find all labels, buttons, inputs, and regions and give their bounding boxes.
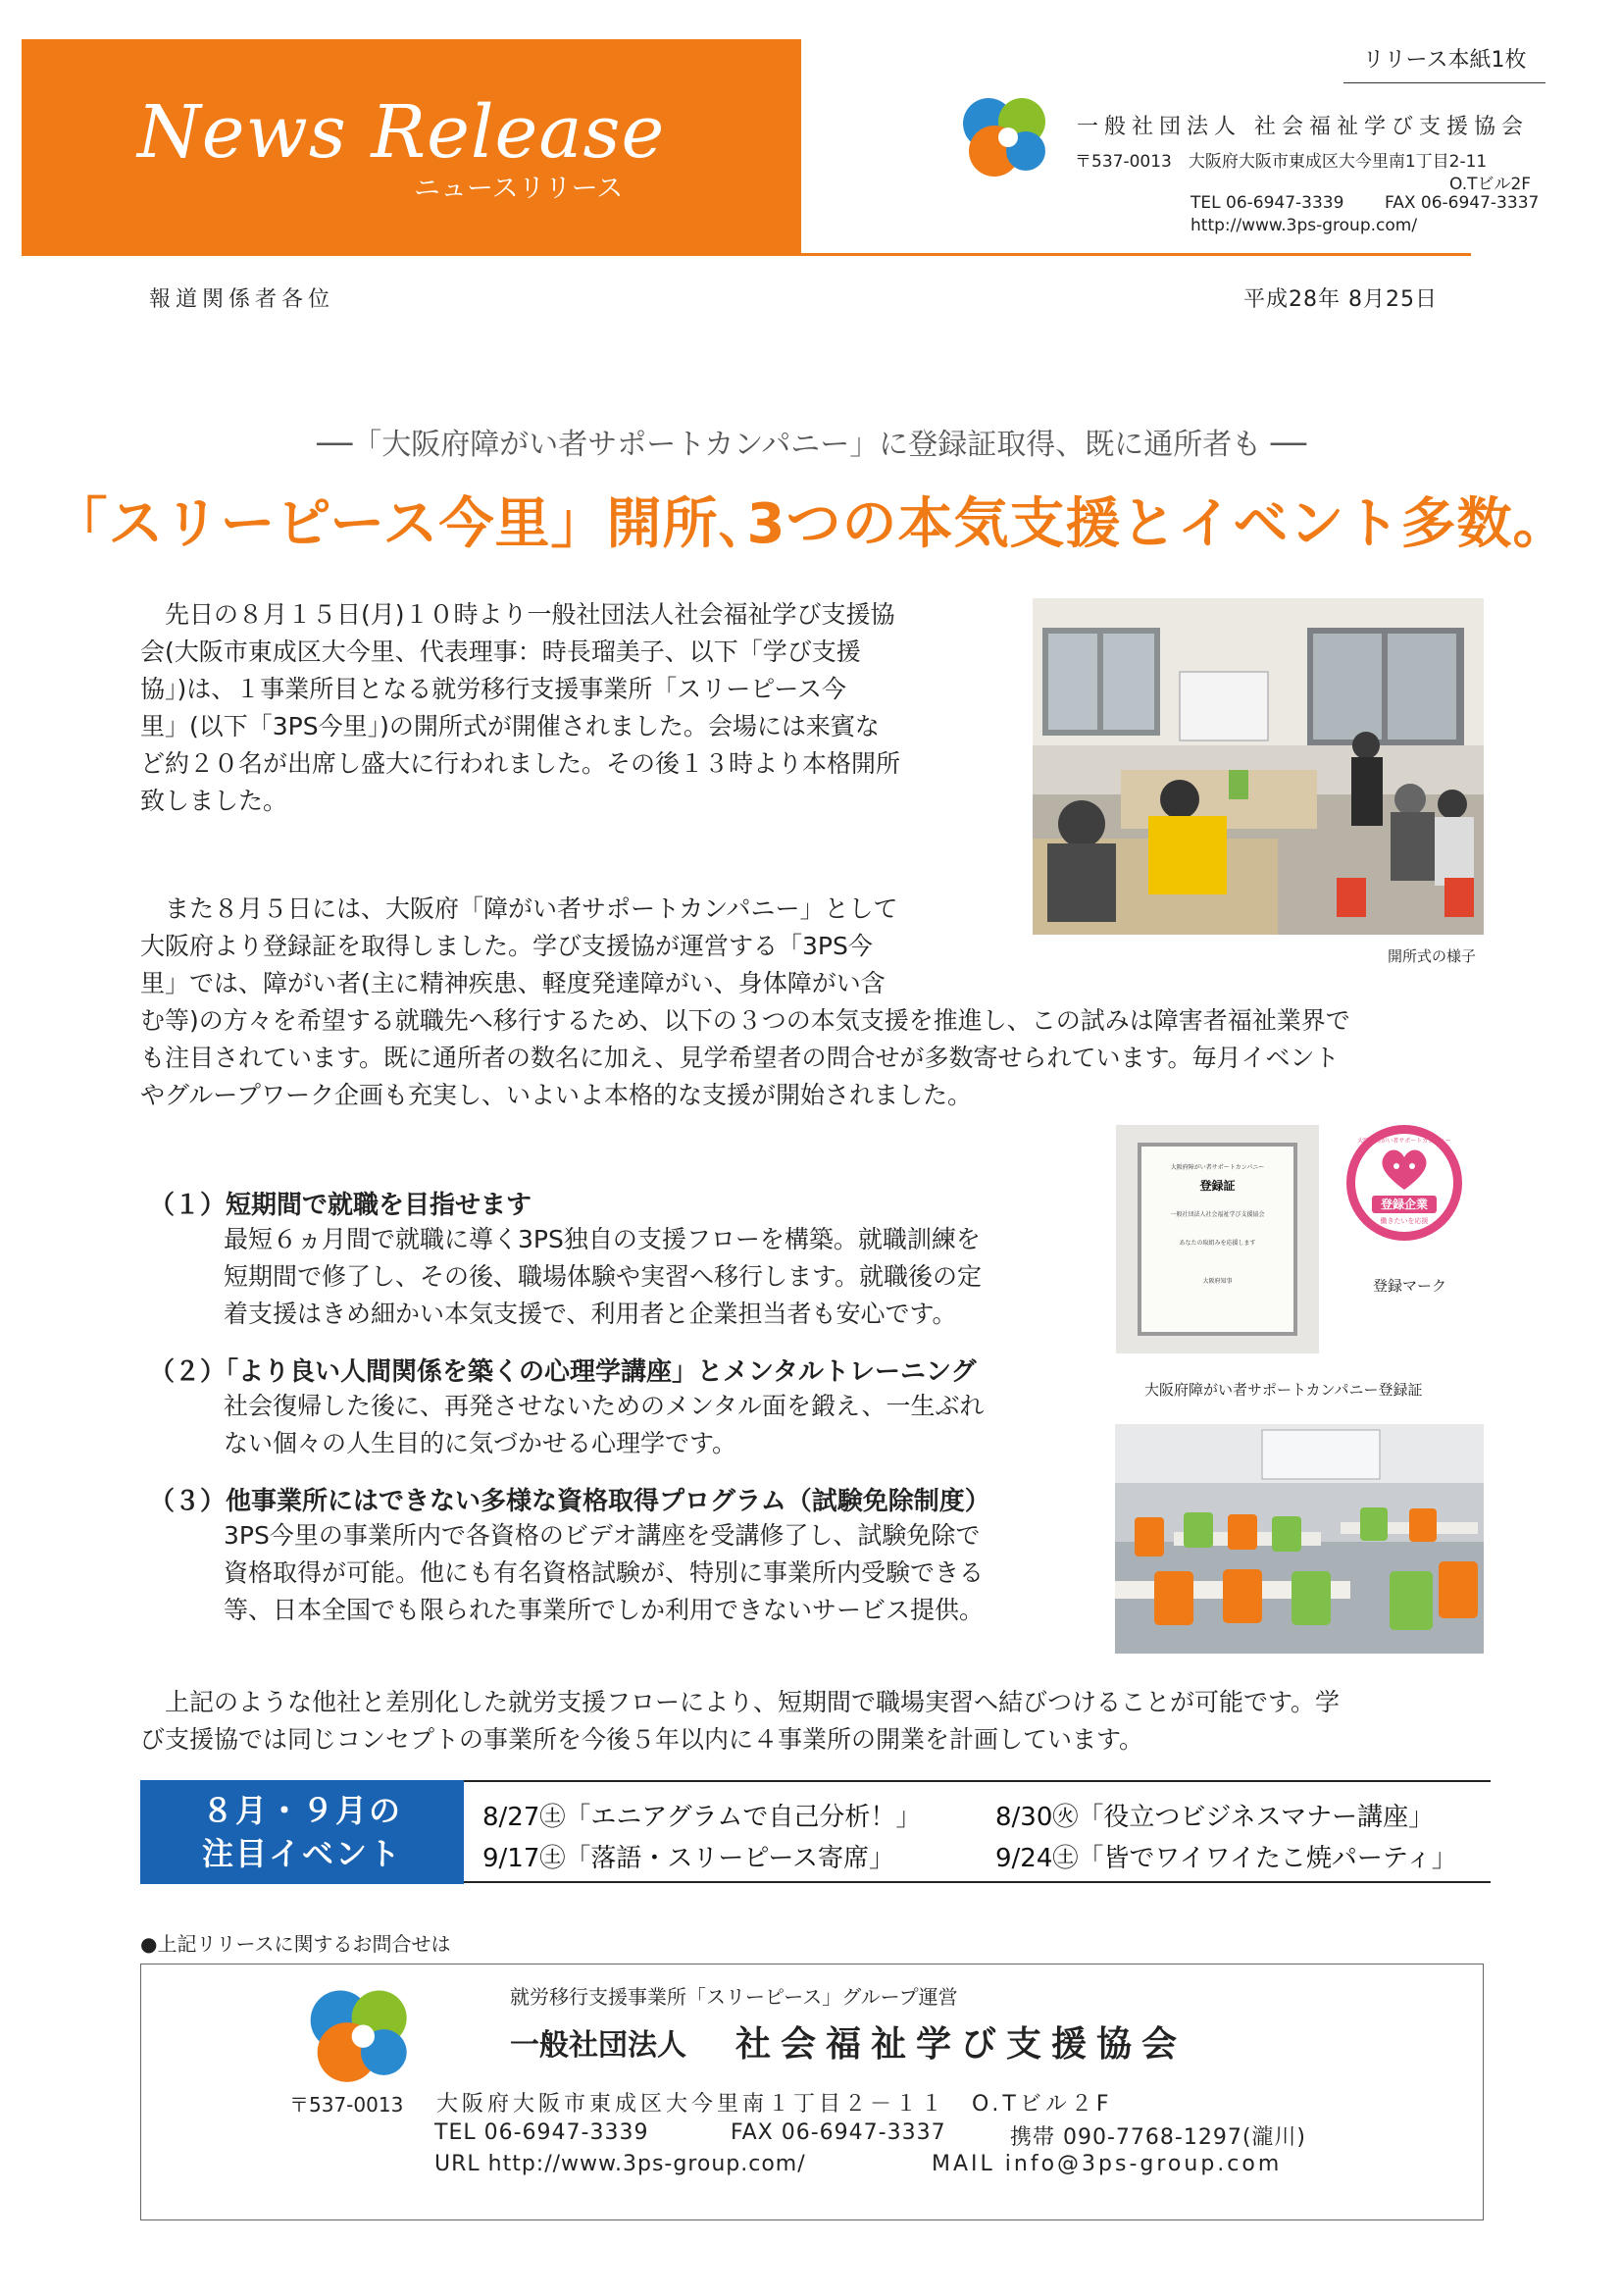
text-line: ど約２０名が出席し盛大に行われました。その後１３時より本格開所 xyxy=(140,749,901,778)
certificate-line: 一般社団法人社会福祉学び支援協会 xyxy=(1170,1211,1265,1218)
events-heading-line: 注目イベント xyxy=(201,1835,402,1872)
header-divider xyxy=(22,253,1471,256)
news-release-banner xyxy=(22,39,801,255)
release-note: リリース本紙1枚 xyxy=(1343,39,1545,83)
header-address: 〒537-0013 大阪府大阪市東成区大今里南1丁目2-11 xyxy=(1075,152,1488,172)
main-headline: 「スリーピース今里」開所､3つの本気支援とイベント多数。 xyxy=(52,492,1569,556)
registration-mark-icon xyxy=(1346,1125,1462,1241)
text-line: 資格取得が可能。他にも有名資格試験が、特別に事業所内受験できる xyxy=(224,1558,985,1587)
sub-headline: ──「大阪府障がい者サポートカンパニー」に登録証取得、既に通所者も ── xyxy=(317,428,1306,462)
text-line: 最短６ヵ月間で就職に導く3PS独自の支援フローを構築。就職訓練を xyxy=(224,1225,981,1253)
mark-caption: 登録マーク xyxy=(1373,1277,1447,1295)
header-url[interactable]: http://www.3ps-group.com/ xyxy=(1190,216,1418,235)
contact-org-name: 社会福祉学び支援協会 xyxy=(735,2024,1188,2065)
header-tel: TEL 06-6947-3339 xyxy=(1190,193,1344,213)
release-date: 平成28年 8月25日 xyxy=(1243,287,1438,312)
text-line: ない個々の人生目的に気づかせる心理学です。 xyxy=(224,1429,737,1457)
banner-subtitle: ニュースリリース xyxy=(414,174,624,204)
text-line: 先日の８月１５日(月)１０時より一般社団法人社会福祉学び支援協 xyxy=(165,600,895,629)
certificate-photo xyxy=(1116,1125,1319,1353)
text-line: び支援協では同じコンセプトの事業所を今後５年以内に４事業所の開業を計画しています。 xyxy=(140,1725,1144,1754)
photo1-caption: 開所式の様子 xyxy=(1388,947,1477,965)
text-line: 協」)は、１事業所目となる就労移行支援事業所「スリーピース今 xyxy=(140,675,847,703)
puzzle-logo-icon xyxy=(306,1985,416,2085)
certificate-line: あなたの取組みを応援します xyxy=(1179,1240,1256,1247)
item1-body xyxy=(224,1221,1087,1333)
text-line: 里」では、障がい者(主に精神疾患、軽度発達障がい、身体障がい含 xyxy=(140,969,886,997)
contact-tel: TEL 06-6947-3339 xyxy=(434,2120,649,2145)
events-heading-line: ８月・９月の xyxy=(201,1792,402,1829)
paragraph-support-company xyxy=(140,891,1494,1114)
item1-title: （１）短期間で就職を目指せます xyxy=(149,1191,532,1220)
text-line: また８月５日には、大阪府「障がい者サポートカンパニー」として xyxy=(165,894,898,923)
contact-mobile: 携帯 090-7768-1297(瀧川) xyxy=(1010,2125,1307,2150)
item2-title: （２）「より良い人間関係を築くの心理学講座」とメンタルトレーニング xyxy=(149,1357,977,1387)
item2-body xyxy=(224,1388,1087,1462)
text-line: 里」(以下「3PS今里」)の開所式が開催されました。会場には来賓な xyxy=(140,712,880,740)
text-line: も注目されています。既に通所者の数名に加え、見学希望者の問合せが多数寄せられています。毎月イベント xyxy=(140,1044,1340,1072)
certificate-line: 大阪府障がい者サポートカンパニー xyxy=(1170,1164,1265,1171)
contact-org-prefix: 一般社団法人 xyxy=(510,2028,686,2063)
text-line: 着支援はきめ細かい本気支援で、利用者と企業担当者も安心です。 xyxy=(224,1300,957,1328)
contact-group: 就労移行支援事業所「スリーピース」グループ運営 xyxy=(510,1985,958,2009)
text-line: む等)の方々を希望する就職先へ移行するため、以下の３つの本気支援を推進し、この試みは障害者福祉業界で xyxy=(140,1006,1350,1035)
events-heading xyxy=(140,1780,464,1884)
header-building: O.Tビル2F xyxy=(1449,175,1532,194)
contact-postal: 〒537-0013 xyxy=(289,2093,404,2117)
opening-ceremony-photo xyxy=(1033,598,1484,935)
event-item: 9/17㊏「落語・スリーピース寄席」 xyxy=(482,1844,895,1873)
header-org-name: 一般社団法人 社会福祉学び支援協会 xyxy=(1077,115,1529,139)
item3-body xyxy=(224,1517,1087,1629)
contact-mail[interactable]: MAIL info@3ps-group.com xyxy=(932,2152,1283,2176)
paragraph-opening xyxy=(140,596,1003,820)
event-item: 8/30㊋「役立つビジネスマナー講座」 xyxy=(995,1803,1435,1832)
puzzle-logo-icon xyxy=(959,94,1053,179)
mark-ring-text: 大阪府障がい者サポートカンパニー xyxy=(1357,1138,1451,1145)
contact-lead: ●上記リリースに関するお問合せは xyxy=(140,1932,451,1956)
contact-address: 大阪府大阪市東成区大今里南１丁目２－１１ O.Tビル２F xyxy=(436,2092,1113,2117)
text-line: 3PS今里の事業所内で各資格のビデオ講座を受講修了し、試験免除で xyxy=(224,1521,981,1550)
events-bottom-rule xyxy=(464,1881,1491,1883)
certificate-caption: 大阪府障がい者サポートカンパニー登録証 xyxy=(1144,1381,1423,1399)
event-item: 9/24㊏「皆でワイワイたこ焼パーティ」 xyxy=(995,1844,1457,1873)
mark-bottom-text: 働きたいを応援 xyxy=(1380,1217,1429,1225)
text-line: 社会復帰した後に、再発させないためのメンタル面を鍛え、一生ぶれ xyxy=(224,1392,985,1420)
certificate-heading: 登録証 xyxy=(1199,1179,1236,1193)
certificate-line: 大阪府知事 xyxy=(1202,1278,1233,1285)
text-line: 大阪府より登録証を取得しました。学び支援協が運営する「3PS今 xyxy=(140,932,873,960)
contact-url[interactable]: URL http://www.3ps-group.com/ xyxy=(434,2152,806,2176)
text-line: 等、日本全国でも限られた事業所でしか利用できないサービス提供。 xyxy=(224,1596,985,1624)
events-top-rule xyxy=(464,1780,1491,1782)
event-item: 8/27㊏「エニアグラムで自己分析！」 xyxy=(482,1803,922,1832)
text-line: 致しました。 xyxy=(140,787,288,815)
text-line: 短期間で修了し、その後、職場体験や実習へ移行します。就職後の定 xyxy=(224,1262,983,1291)
classroom-photo xyxy=(1115,1424,1484,1654)
item3-title: （３）他事業所にはできない多様な資格取得プログラム（試験免除制度） xyxy=(149,1487,990,1516)
text-line: 上記のような他社と差別化した就労支援フローにより、短期間で職場実習へ結びつけることが可能です。学 xyxy=(165,1688,1341,1716)
mark-badge: 登録企業 xyxy=(1372,1196,1437,1213)
text-line: 会(大阪市東成区大今里、代表理事：時長瑠美子、以下「学び支援 xyxy=(140,638,861,666)
text-line: やグループワーク企画も充実し、いよいよ本格的な支援が開始されました。 xyxy=(140,1081,973,1109)
banner-title: News Release xyxy=(137,90,666,175)
addressee: 報道関係者各位 xyxy=(149,287,335,312)
contact-fax: FAX 06-6947-3337 xyxy=(731,2120,946,2145)
paragraph-closing xyxy=(140,1684,1494,1759)
header-fax: FAX 06-6947-3337 xyxy=(1385,193,1540,213)
